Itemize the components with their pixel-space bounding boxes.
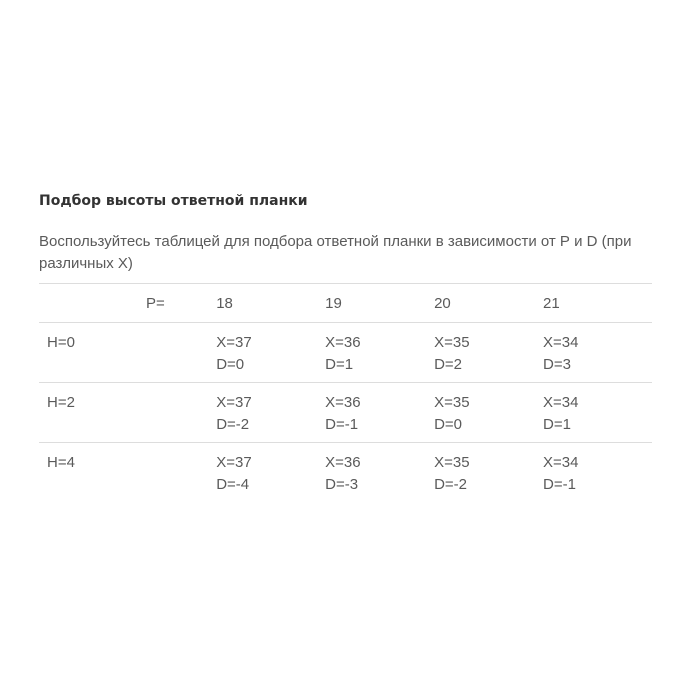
- table-row: [39, 323, 652, 383]
- sizing-table: [39, 283, 652, 502]
- header-column-19: 19: [325, 284, 434, 323]
- row-spacer-cell: [146, 323, 216, 383]
- cell-d-value: D=-1: [325, 416, 359, 433]
- table-cell: [325, 383, 434, 443]
- cell-x-value: X=35: [434, 394, 470, 411]
- table-cell: [543, 383, 652, 443]
- cell-d-value: D=-2: [216, 416, 250, 433]
- cell-x-value: X=37: [216, 454, 252, 471]
- table-cell: [434, 443, 543, 503]
- cell-x-value: X=36: [325, 454, 361, 471]
- cell-x-value: X=37: [216, 334, 252, 351]
- table-cell: [543, 323, 652, 383]
- cell-d-value: D=1: [325, 356, 354, 373]
- row-spacer-cell: [146, 383, 216, 443]
- cell-d-value: D=0: [216, 356, 245, 373]
- cell-x-value: X=36: [325, 394, 361, 411]
- cell-d-value: D=1: [543, 416, 571, 433]
- header-empty-cell: [39, 284, 146, 323]
- table-cell: [325, 443, 434, 503]
- row-label: H=2: [39, 383, 146, 443]
- table-cell: [216, 383, 325, 443]
- cell-d-value: D=0: [434, 416, 463, 433]
- header-p-label: P=: [146, 284, 216, 323]
- header-column-18: 18: [216, 284, 325, 323]
- cell-x-value: X=36: [325, 334, 361, 351]
- table-cell: [216, 323, 325, 383]
- header-column-21: 21: [543, 284, 652, 323]
- cell-x-value: X=35: [434, 454, 470, 471]
- cell-x-value: X=35: [434, 334, 470, 351]
- cell-d-value: D=-3: [325, 476, 359, 493]
- table-cell: [434, 323, 543, 383]
- table-cell: [325, 323, 434, 383]
- cell-d-value: D=-1: [543, 476, 576, 493]
- table-cell: [543, 443, 652, 503]
- cell-d-value: D=-2: [434, 476, 468, 493]
- cell-d-value: D=3: [543, 356, 571, 373]
- row-label: H=0: [39, 323, 146, 383]
- row-spacer-cell: [146, 443, 216, 503]
- row-label: H=4: [47, 454, 75, 471]
- cell-x-value: X=37: [216, 394, 252, 411]
- section-description: Воспользуйтесь таблицей для подбора ответной планки в зависимости от Р и D (при различных X): [39, 233, 632, 272]
- table-cell: [434, 383, 543, 443]
- table-row: [39, 383, 652, 443]
- section-title: Подбор высоты ответной планки: [39, 193, 308, 209]
- cell-x-value: X=34: [543, 334, 579, 351]
- header-column-20: 20: [434, 284, 543, 323]
- cell-x-value: X=34: [543, 394, 579, 411]
- table-row: [39, 443, 652, 503]
- cell-x-value: X=34: [543, 454, 579, 471]
- cell-d-value: D=-4: [216, 476, 250, 493]
- cell-d-value: D=2: [434, 356, 463, 373]
- content-section: [39, 190, 652, 502]
- table-header-row: [39, 284, 652, 323]
- table-cell: [216, 443, 325, 503]
